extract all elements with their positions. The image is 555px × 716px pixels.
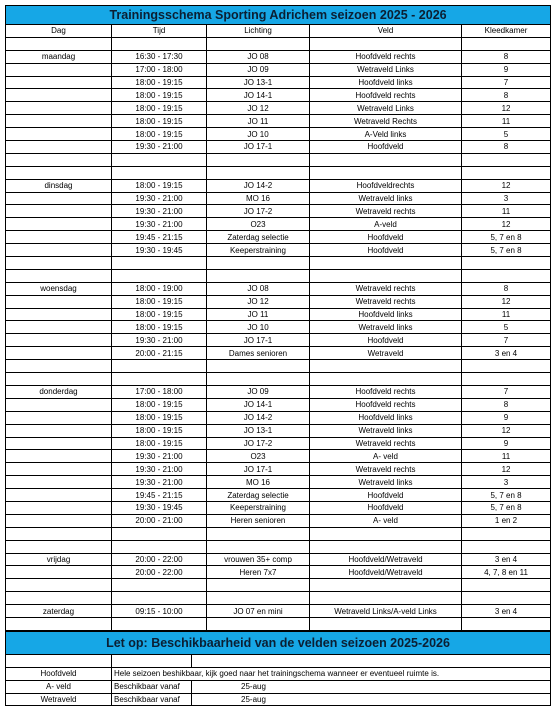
blank-cell	[112, 153, 207, 166]
time-cell: 19:30 - 21:00	[112, 205, 207, 218]
day-cell	[6, 476, 112, 489]
blank-cell	[6, 257, 112, 270]
blank-cell	[112, 269, 207, 282]
dressing-room-cell: 12	[462, 295, 551, 308]
day-cell	[6, 205, 112, 218]
team-cell: MO 16	[207, 476, 310, 489]
header-lichting: Lichting	[207, 25, 310, 38]
time-cell: 18:00 - 19:15	[112, 179, 207, 192]
blank-cell	[310, 257, 462, 270]
schedule-row	[6, 128, 551, 141]
dressing-room-cell: 12	[462, 102, 551, 115]
time-cell: 18:00 - 19:00	[112, 282, 207, 295]
field-cell: Wetraveld links	[310, 321, 462, 334]
field-cell: Hoofdveld	[310, 489, 462, 502]
blank-row	[6, 37, 551, 50]
dressing-room-cell: 8	[462, 282, 551, 295]
field-cell: Wetraveld rechts	[310, 282, 462, 295]
dressing-room-cell: 8	[462, 50, 551, 63]
blank-cell	[207, 592, 310, 605]
day-cell	[6, 566, 112, 579]
schedule-row	[6, 63, 551, 76]
team-cell: JO 17-2	[207, 437, 310, 450]
time-cell: 19:45 - 21:15	[112, 231, 207, 244]
day-cell	[6, 501, 112, 514]
field-cell: Hoofdveld	[310, 334, 462, 347]
day-label: donderdag	[6, 385, 112, 398]
day-label: vrijdag	[6, 553, 112, 566]
field-cell: A-Veld links	[310, 128, 462, 141]
time-cell: 19:45 - 21:15	[112, 489, 207, 502]
availability-field: Wetraveld	[6, 693, 112, 706]
schedule-row	[6, 205, 551, 218]
blank-cell	[207, 617, 310, 630]
blank-cell	[310, 360, 462, 373]
field-cell: Wetraveld Links	[310, 102, 462, 115]
blank-cell	[6, 153, 112, 166]
day-cell	[6, 141, 112, 154]
schedule-row	[6, 463, 551, 476]
day-cell	[6, 411, 112, 424]
schedule-row	[6, 385, 551, 398]
day-cell	[6, 244, 112, 257]
blank-cell	[462, 592, 551, 605]
header-tijd: Tijd	[112, 25, 207, 38]
blank-row	[6, 617, 551, 630]
day-cell	[6, 321, 112, 334]
blank-cell	[462, 37, 551, 50]
blank-cell	[6, 37, 112, 50]
day-cell	[6, 192, 112, 205]
field-cell: Hoofdveld rechts	[310, 50, 462, 63]
time-cell: 20:00 - 21:15	[112, 347, 207, 360]
blank-cell	[462, 373, 551, 386]
day-cell	[6, 489, 112, 502]
time-cell: 18:00 - 19:15	[112, 76, 207, 89]
team-cell: JO 08	[207, 50, 310, 63]
day-cell	[6, 437, 112, 450]
field-cell: Hoofdveld	[310, 501, 462, 514]
schedule-row	[6, 553, 551, 566]
availability-row	[6, 667, 551, 680]
team-cell: JO 08	[207, 282, 310, 295]
time-cell: 19:30 - 21:00	[112, 476, 207, 489]
blank-row	[6, 540, 551, 553]
time-cell: 18:00 - 19:15	[112, 128, 207, 141]
day-cell	[6, 334, 112, 347]
field-cell: A- veld	[310, 514, 462, 527]
day-cell	[6, 76, 112, 89]
dressing-room-cell: 9	[462, 437, 551, 450]
blank-row	[6, 592, 551, 605]
team-cell: JO 14-1	[207, 89, 310, 102]
blank-row	[6, 373, 551, 386]
day-cell	[6, 295, 112, 308]
dressing-room-cell: 12	[462, 179, 551, 192]
blank-cell	[310, 592, 462, 605]
time-cell: 19:30 - 21:00	[112, 192, 207, 205]
blank-cell	[112, 527, 207, 540]
blank-cell	[112, 373, 207, 386]
availability-text: Hele seizoen beshikbaar, kijk goed naar het trainingschema wanneer er eventueel ruimte is.	[112, 667, 551, 680]
blank-cell	[310, 527, 462, 540]
field-cell: Wetraveld Links/A-veld Links	[310, 605, 462, 618]
blank-row	[6, 257, 551, 270]
dressing-room-cell: 5, 7 en 8	[462, 231, 551, 244]
team-cell: JO 12	[207, 102, 310, 115]
field-cell: Wetraveld links	[310, 192, 462, 205]
team-cell: vrouwen 35+ comp	[207, 553, 310, 566]
team-cell: O23	[207, 218, 310, 231]
dressing-room-cell: 1 en 2	[462, 514, 551, 527]
dressing-room-cell: 11	[462, 205, 551, 218]
schedule-row	[6, 476, 551, 489]
field-cell: Hoofdveld rechts	[310, 385, 462, 398]
time-cell: 18:00 - 19:15	[112, 321, 207, 334]
time-cell: 18:00 - 19:15	[112, 437, 207, 450]
day-cell	[6, 424, 112, 437]
time-cell: 18:00 - 19:15	[112, 424, 207, 437]
field-cell: Wetraveld Links	[310, 63, 462, 76]
time-cell: 18:00 - 19:15	[112, 398, 207, 411]
field-cell: Hoofdveld links	[310, 76, 462, 89]
schedule-row	[6, 192, 551, 205]
schedule-row	[6, 411, 551, 424]
team-cell: Heren senioren	[207, 514, 310, 527]
time-cell: 18:00 - 19:15	[112, 308, 207, 321]
team-cell: JO 11	[207, 308, 310, 321]
field-cell: Hoofdveld/Wetraveld	[310, 566, 462, 579]
schedule-title: Trainingsschema Sporting Adrichem seizoen 2025 - 2026	[6, 6, 551, 25]
blank-cell	[112, 579, 207, 592]
blank-cell	[6, 373, 112, 386]
field-cell: A- veld	[310, 450, 462, 463]
blank-cell	[6, 166, 112, 179]
field-cell: Wetraveld rechts	[310, 437, 462, 450]
day-cell	[6, 308, 112, 321]
day-cell	[6, 347, 112, 360]
field-cell: Hoofdveld	[310, 231, 462, 244]
blank-cell	[207, 269, 310, 282]
blank-cell	[310, 540, 462, 553]
day-cell	[6, 218, 112, 231]
time-cell: 19:30 - 19:45	[112, 501, 207, 514]
blank-cell	[462, 540, 551, 553]
availability-date: 25-aug	[192, 680, 551, 693]
team-cell: O23	[207, 450, 310, 463]
blank-cell	[462, 166, 551, 179]
time-cell: 18:00 - 19:15	[112, 115, 207, 128]
schedule-row	[6, 89, 551, 102]
blank-cell	[6, 579, 112, 592]
header-dag: Dag	[6, 25, 112, 38]
blank-row	[6, 360, 551, 373]
blank-cell	[462, 269, 551, 282]
schedule-row	[6, 282, 551, 295]
time-cell: 19:30 - 21:00	[112, 334, 207, 347]
blank-cell	[462, 153, 551, 166]
team-cell: JO 17-1	[207, 463, 310, 476]
dressing-room-cell: 4, 7, 8 en 11	[462, 566, 551, 579]
blank-cell	[207, 257, 310, 270]
dressing-room-cell: 11	[462, 450, 551, 463]
blank-cell	[462, 257, 551, 270]
schedule-row	[6, 514, 551, 527]
day-label: maandag	[6, 50, 112, 63]
availability-table	[5, 631, 551, 707]
blank-cell	[6, 540, 112, 553]
team-cell: MO 16	[207, 192, 310, 205]
blank-cell	[310, 269, 462, 282]
schedule-row	[6, 450, 551, 463]
team-cell: JO 13-1	[207, 76, 310, 89]
team-cell: JO 14-2	[207, 179, 310, 192]
dressing-room-cell: 11	[462, 115, 551, 128]
blank-cell	[207, 360, 310, 373]
schedule-row	[6, 115, 551, 128]
blank-cell	[462, 527, 551, 540]
team-cell: JO 10	[207, 321, 310, 334]
day-cell	[6, 398, 112, 411]
schedule-sheet	[5, 5, 550, 706]
team-cell: JO 17-2	[207, 205, 310, 218]
dressing-room-cell: 9	[462, 63, 551, 76]
dressing-room-cell: 3	[462, 476, 551, 489]
availability-text: Beschikbaar vanaf	[112, 680, 192, 693]
availability-field: A- veld	[6, 680, 112, 693]
time-cell: 18:00 - 19:15	[112, 411, 207, 424]
time-cell: 19:30 - 21:00	[112, 450, 207, 463]
dressing-room-cell: 7	[462, 334, 551, 347]
schedule-row	[6, 437, 551, 450]
dressing-room-cell: 3 en 4	[462, 553, 551, 566]
field-cell: A-veld	[310, 218, 462, 231]
dressing-room-cell: 5	[462, 128, 551, 141]
time-cell: 20:00 - 21:00	[112, 514, 207, 527]
blank-cell	[207, 373, 310, 386]
schedule-row	[6, 347, 551, 360]
blank-cell	[207, 37, 310, 50]
day-cell	[6, 115, 112, 128]
blank-cell	[310, 373, 462, 386]
blank-cell	[310, 37, 462, 50]
schedule-row	[6, 501, 551, 514]
availability-row	[6, 693, 551, 706]
blank-cell	[6, 592, 112, 605]
dressing-room-cell: 7	[462, 76, 551, 89]
header-veld: Veld	[310, 25, 462, 38]
availability-field: Hoofdveld	[6, 667, 112, 680]
field-cell: Hoofdveld	[310, 141, 462, 154]
blank-cell	[207, 153, 310, 166]
blank-cell	[310, 166, 462, 179]
blank-row	[6, 269, 551, 282]
blank-row	[6, 579, 551, 592]
day-cell	[6, 514, 112, 527]
team-cell: Keeperstraining	[207, 501, 310, 514]
dressing-room-cell: 5, 7 en 8	[462, 244, 551, 257]
blank-cell	[112, 617, 207, 630]
blank-cell	[112, 540, 207, 553]
schedule-row	[6, 566, 551, 579]
field-cell: Wetraveld rechts	[310, 463, 462, 476]
field-cell: Wetraveld rechts	[310, 295, 462, 308]
blank-cell	[207, 527, 310, 540]
time-cell: 17:00 - 18:00	[112, 63, 207, 76]
blank-cell	[207, 579, 310, 592]
blank-cell	[310, 617, 462, 630]
schedule-row	[6, 102, 551, 115]
day-cell	[6, 128, 112, 141]
dressing-room-cell: 8	[462, 398, 551, 411]
day-cell	[6, 89, 112, 102]
schedule-row	[6, 295, 551, 308]
schedule-row	[6, 231, 551, 244]
day-label: dinsdag	[6, 179, 112, 192]
availability-banner: Let op: Beschikbaarheid van de velden seizoen 2025-2026	[6, 631, 551, 654]
time-cell: 09:15 - 10:00	[112, 605, 207, 618]
dressing-room-cell: 3 en 4	[462, 605, 551, 618]
blank-cell	[462, 579, 551, 592]
team-cell: Keeperstraining	[207, 244, 310, 257]
blank-row	[6, 527, 551, 540]
team-cell: Zaterdag selectie	[207, 231, 310, 244]
blank-cell	[112, 166, 207, 179]
dressing-room-cell: 5, 7 en 8	[462, 501, 551, 514]
field-cell: Wetraveld links	[310, 476, 462, 489]
schedule-table	[5, 5, 551, 631]
blank-cell	[112, 37, 207, 50]
time-cell: 19:30 - 21:00	[112, 141, 207, 154]
team-cell: Heren 7x7	[207, 566, 310, 579]
blank-cell	[6, 527, 112, 540]
team-cell: JO 10	[207, 128, 310, 141]
field-cell: Hoofdveld rechts	[310, 398, 462, 411]
blank-cell	[207, 166, 310, 179]
time-cell: 16:30 - 17:30	[112, 50, 207, 63]
schedule-row	[6, 489, 551, 502]
schedule-row	[6, 244, 551, 257]
blank-cell	[462, 617, 551, 630]
blank-cell	[6, 269, 112, 282]
field-cell: Hoofdveld rechts	[310, 89, 462, 102]
team-cell: JO 11	[207, 115, 310, 128]
team-cell: JO 14-2	[207, 411, 310, 424]
dressing-room-cell: 3	[462, 192, 551, 205]
day-cell	[6, 63, 112, 76]
schedule-row	[6, 321, 551, 334]
day-cell	[6, 231, 112, 244]
blank-cell	[310, 579, 462, 592]
header-kleedkamer: Kleedkamer	[462, 25, 551, 38]
field-cell: Wetraveld	[310, 347, 462, 360]
schedule-row	[6, 141, 551, 154]
team-cell: JO 07 en mini	[207, 605, 310, 618]
time-cell: 18:00 - 19:15	[112, 89, 207, 102]
team-cell: JO 09	[207, 63, 310, 76]
blank-cell	[310, 153, 462, 166]
dressing-room-cell: 12	[462, 463, 551, 476]
blank-cell	[112, 592, 207, 605]
team-cell: JO 17-1	[207, 334, 310, 347]
team-cell: JO 14-1	[207, 398, 310, 411]
blank-cell	[112, 360, 207, 373]
field-cell: Hoofdveld links	[310, 308, 462, 321]
day-cell	[6, 102, 112, 115]
dressing-room-cell: 12	[462, 218, 551, 231]
field-cell: Hoofdveld/Wetraveld	[310, 553, 462, 566]
dressing-room-cell: 8	[462, 89, 551, 102]
blank-cell	[207, 540, 310, 553]
time-cell: 20:00 - 22:00	[112, 553, 207, 566]
field-cell: Wetraveld Rechts	[310, 115, 462, 128]
day-cell	[6, 450, 112, 463]
schedule-row	[6, 424, 551, 437]
time-cell: 18:00 - 19:15	[112, 102, 207, 115]
field-cell: Hoofdveld	[310, 244, 462, 257]
schedule-row	[6, 50, 551, 63]
team-cell: JO 09	[207, 385, 310, 398]
field-cell: Wetraveld links	[310, 424, 462, 437]
blank-cell	[6, 617, 112, 630]
team-cell: JO 17-1	[207, 141, 310, 154]
availability-text: Beschikbaar vanaf	[112, 693, 192, 706]
day-label: woensdag	[6, 282, 112, 295]
time-cell: 17:00 - 18:00	[112, 385, 207, 398]
day-cell	[6, 463, 112, 476]
team-cell: Dames senioren	[207, 347, 310, 360]
time-cell: 19:30 - 21:00	[112, 463, 207, 476]
schedule-row	[6, 605, 551, 618]
dressing-room-cell: 7	[462, 385, 551, 398]
field-cell: Hoofdveld links	[310, 411, 462, 424]
schedule-row	[6, 308, 551, 321]
dressing-room-cell: 5	[462, 321, 551, 334]
time-cell: 18:00 - 19:15	[112, 295, 207, 308]
schedule-row	[6, 76, 551, 89]
time-cell: 19:30 - 21:00	[112, 218, 207, 231]
dressing-room-cell: 5, 7 en 8	[462, 489, 551, 502]
day-label: zaterdag	[6, 605, 112, 618]
schedule-row	[6, 179, 551, 192]
blank-cell	[6, 360, 112, 373]
team-cell: JO 12	[207, 295, 310, 308]
availability-date: 25-aug	[192, 693, 551, 706]
blank-row	[6, 166, 551, 179]
dressing-room-cell: 8	[462, 141, 551, 154]
blank-row	[6, 153, 551, 166]
blank-cell	[112, 257, 207, 270]
schedule-row	[6, 398, 551, 411]
field-cell: Hoofdveldrechts	[310, 179, 462, 192]
dressing-room-cell: 3 en 4	[462, 347, 551, 360]
blank-cell	[462, 360, 551, 373]
schedule-row	[6, 334, 551, 347]
time-cell: 19:30 - 19:45	[112, 244, 207, 257]
dressing-room-cell: 9	[462, 411, 551, 424]
header-row	[6, 25, 551, 38]
dressing-room-cell: 12	[462, 424, 551, 437]
availability-row	[6, 680, 551, 693]
schedule-row	[6, 218, 551, 231]
team-cell: JO 13-1	[207, 424, 310, 437]
team-cell: Zaterdag selectie	[207, 489, 310, 502]
field-cell: Wetraveld rechts	[310, 205, 462, 218]
time-cell: 20:00 - 22:00	[112, 566, 207, 579]
dressing-room-cell: 11	[462, 308, 551, 321]
blank-cell	[6, 654, 112, 667]
